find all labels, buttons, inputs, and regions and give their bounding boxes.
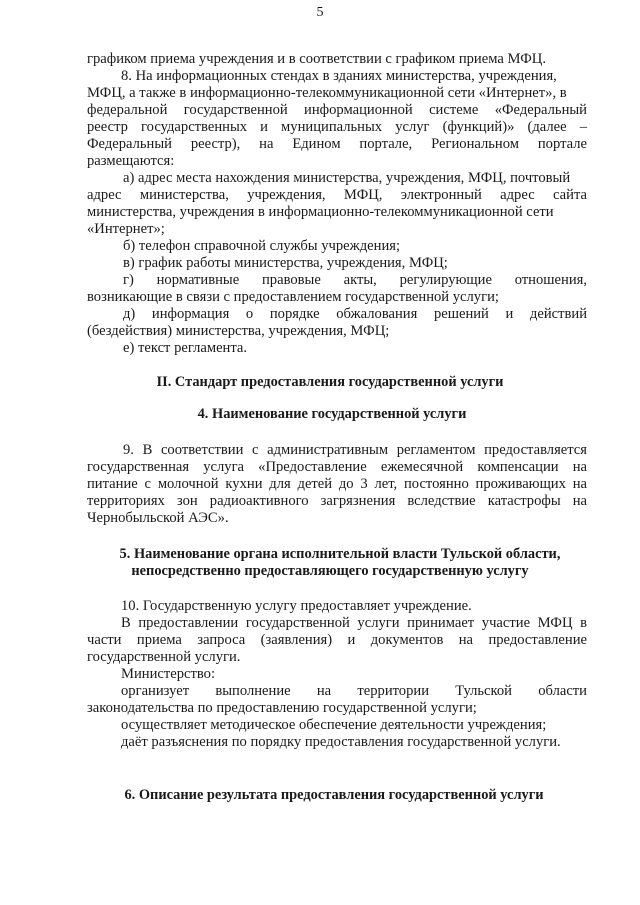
- text-line: адрес министерства, учреждения, МФЦ, электронный адрес сайта: [87, 187, 587, 203]
- text-line: организует выполнение на территории Тульской области: [121, 683, 587, 699]
- list-item-b: б) телефон справочной службы учреждения;: [123, 238, 401, 254]
- list-item-a: а) адрес места нахождения министерства, учреждения, МФЦ, почтовый: [123, 170, 571, 186]
- text-line: 9. В соответствии с административным регламентом предоставляется: [123, 442, 587, 458]
- text-line: 8. На информационных стендах в зданиях министерства, учреждения,: [121, 68, 557, 84]
- subsection-4-heading: 4. Наименование государственной услуги: [197, 406, 467, 422]
- heading-line: непосредственно предоставляющего государственную услугу: [131, 563, 529, 579]
- text-line: территориях зон радиоактивного загрязнения вследствие катастрофы на: [87, 493, 587, 509]
- text-line: федеральной государственной информационной системе «Федеральный: [87, 102, 587, 118]
- page-number: 5: [316, 5, 324, 20]
- text-line: Федеральный реестр), на Едином портале, Региональном портале: [87, 136, 587, 152]
- text-line: министерства, учреждения в информационно-телекоммуникационной сети: [87, 204, 554, 220]
- section-2-heading: II. Стандарт предоставления государственной услуги: [156, 374, 504, 390]
- text-line: «Интернет»;: [87, 221, 165, 237]
- text-line: государственной услуги.: [87, 649, 241, 665]
- text-line: Чернобыльской АЭС».: [87, 510, 229, 526]
- text-line: законодательства по предоставлению государственной услуги;: [87, 700, 477, 716]
- text-line: государственная услуга «Предоставление ежемесячной компенсации на: [87, 459, 587, 475]
- subsection-6-heading: 6. Описание результата предоставления государственной услуги: [124, 787, 544, 803]
- list-item-d: д) информация о порядке обжалования решений и действий: [123, 306, 587, 322]
- list-item-v: в) график работы министерства, учреждения, МФЦ;: [123, 255, 448, 271]
- text-line: возникающие в связи с предоставлением государственной услуги;: [87, 289, 499, 305]
- text-line: реестр государственных и муниципальных услуг (функций)» (далее –: [87, 119, 587, 135]
- list-item-e: е) текст регламента.: [123, 340, 248, 356]
- text-line: 10. Государственную услугу предоставляет учреждение.: [121, 598, 472, 614]
- text-line: размещаются:: [87, 153, 175, 169]
- text-line: В предоставлении государственной услуги принимает участие МФЦ в: [121, 615, 587, 631]
- text-line: (бездействия) министерства, учреждения, МФЦ;: [87, 323, 390, 339]
- text-line: питание с молочной кухни для детей до 3 лет, постоянно проживающих на: [87, 476, 587, 492]
- text-line: даёт разъяснения по порядку предоставления государственной услуги.: [121, 734, 561, 750]
- text-line: Министерство:: [121, 666, 216, 682]
- text-line: осуществляет методическое обеспечение деятельности учреждения;: [121, 717, 547, 733]
- list-item-g: г) нормативные правовые акты, регулирующие отношения,: [123, 272, 587, 288]
- heading-line: 5. Наименование органа исполнительной власти Тульской области,: [119, 546, 561, 562]
- text-line: графиком приема учреждения и в соответствии с графиком приема МФЦ.: [87, 51, 546, 67]
- text-line: МФЦ, а также в информационно-телекоммуникационной сети «Интернет», в: [87, 85, 567, 101]
- text-line: части приема запроса (заявления) и документов на предоставление: [87, 632, 587, 648]
